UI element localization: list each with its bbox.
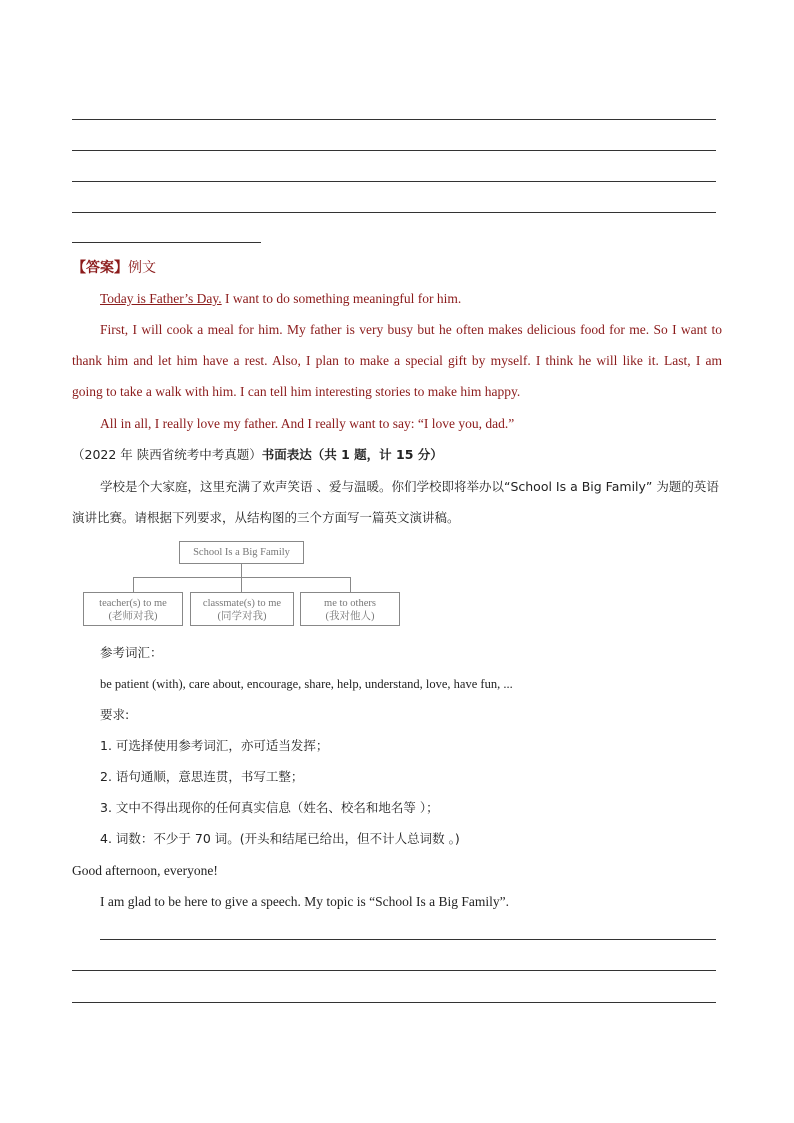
requirements-label: 要求:: [100, 707, 130, 722]
answer-line: [100, 939, 716, 940]
question-header: [72, 447, 443, 463]
answer-line: [72, 119, 716, 120]
question-title: 书面表达（共 1 题，计 15 分）: [261, 447, 443, 462]
opening-line: I am glad to be here to give a speech. My topic is “School Is a Big Family”.: [100, 894, 510, 909]
diagram-connector: [241, 564, 242, 577]
diagram-child-en: classmate(s) to me: [202, 598, 282, 609]
diagram-child-en: teacher(s) to me: [99, 598, 167, 609]
diagram-child-box-teacher: [83, 592, 183, 626]
diagram-connector: [350, 577, 351, 592]
diagram-root-box: [179, 541, 304, 564]
answer-line: [72, 970, 716, 971]
essay-p1-rest: I want to do something meaningful for him.: [221, 291, 462, 306]
vocab-list: be patient (with), care about, encourage, share, help, understand, love, have fun, ...: [100, 677, 513, 691]
essay-p2-line3: going to take a walk with him. I can tell him interesting stories to make him happy.: [72, 384, 521, 399]
answer-header: [72, 260, 156, 276]
prompt-line-1: 学校是个大家庭，这里充满了欢声笑语 、爱与温暖。你们学校即将举办以“School Is a Big Family” 为题的英语: [100, 479, 719, 494]
opening-greeting: Good afternoon, everyone!: [72, 863, 218, 878]
essay-p2-line2: thank him and let him have a rest. Also, I plan to make a special gift by myself. I think he will like it. Last, I am: [72, 353, 722, 368]
answer-line-short: [72, 242, 261, 243]
diagram-child-box-classmate: [190, 592, 294, 626]
answer-line: [72, 212, 716, 213]
diagram-root-label: School Is a Big Family: [193, 547, 290, 558]
vocab-label: 参考词汇：: [100, 645, 163, 660]
diagram-connector: [133, 577, 134, 592]
diagram-child-zh: (同学对我): [217, 611, 267, 622]
requirement-item: 4. 词数：不少于 70 词。(开头和结尾已给出，但不计人总词数 。): [100, 831, 460, 846]
essay-paragraph-1: [100, 291, 461, 307]
diagram-child-en: me to others: [324, 598, 376, 609]
answer-label-suffix: 例文: [128, 260, 156, 276]
answer-line: [72, 150, 716, 151]
diagram-connector: [133, 577, 351, 578]
essay-title: Today is Father’s Day.: [100, 291, 222, 306]
question-source: （2022 年 陕西省统考中考真题）: [72, 447, 262, 462]
answer-line: [72, 181, 716, 182]
requirement-item: 2. 语句通顺，意思连贯，书写工整；: [100, 769, 304, 784]
answer-line: [72, 1002, 716, 1003]
requirement-item: 1. 可选择使用参考词汇，亦可适当发挥；: [100, 738, 329, 753]
requirement-item: 3. 文中不得出现你的任何真实信息（姓名、校名和地名等 ）；: [100, 800, 439, 815]
diagram-connector: [241, 577, 242, 592]
diagram-child-zh: (我对他人): [325, 611, 375, 622]
prompt-line-2: 演讲比赛。请根据下列要求，从结构图的三个方面写一篇英文演讲稿。: [72, 510, 460, 525]
essay-paragraph-3: All in all, I really love my father. And I really want to say: “I love you, dad.”: [100, 416, 515, 431]
answer-bracket-label: 【答案】: [72, 260, 128, 276]
essay-p2-line1: First, I will cook a meal for him. My father is very busy but he often makes delicious food for me. So I want to: [100, 322, 722, 337]
diagram-child-box-me: [300, 592, 400, 626]
diagram-child-zh: (老师对我): [108, 611, 158, 622]
